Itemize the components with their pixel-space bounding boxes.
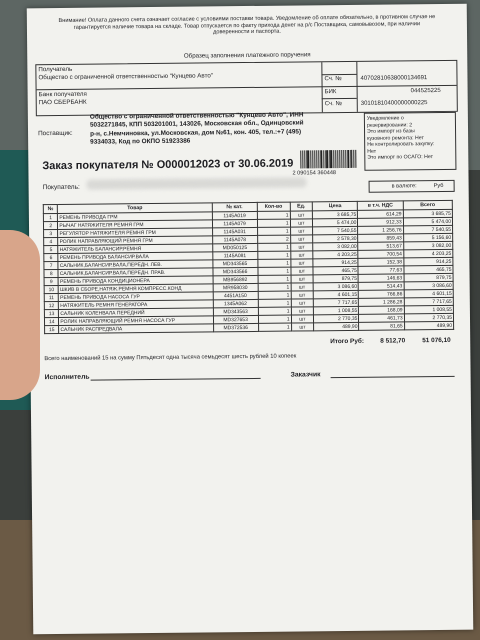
supplier-line: р-н, с.Немчиновка, ул.Московская, дом №61, кон. 405, тел.:+7 (495) <box>90 128 302 138</box>
table-cell: 1 <box>43 214 57 222</box>
table-cell: 766,86 <box>359 290 404 298</box>
table-cell: САЛЬНИК,БАЛАНСИР.ВАЛА,ПЕРЕДН. ПРАВ. <box>58 268 212 278</box>
barcode-graphic <box>300 150 356 173</box>
table-cell: шт <box>291 307 314 315</box>
table-cell: 4 203,25 <box>403 249 452 258</box>
customer-label: Заказчик <box>290 371 321 379</box>
reserve-line: резервировании: 2 <box>366 121 413 129</box>
table-cell: 3 082,00 <box>403 241 452 250</box>
table-cell: 4 601,15 <box>313 290 358 298</box>
table-cell: шт <box>290 227 313 235</box>
table-cell: 2 <box>43 222 57 230</box>
table-cell: 489,90 <box>404 321 453 330</box>
table-cell: 461,73 <box>359 314 404 322</box>
table-cell: РЕМЕНЬ ПРИВОДА КОНДИЦИОНЕРА <box>58 276 212 286</box>
reserve-line: Уведомление о <box>366 115 404 122</box>
table-cell: 1 <box>258 323 291 331</box>
table-cell: шт <box>291 291 314 299</box>
table-cell: РЫЧАГ НАТЯЖИТЕЛЯ РЕМНЯ ГРМ <box>58 220 212 230</box>
table-cell: 7 540,55 <box>403 225 452 234</box>
table-cell: 1 <box>257 227 290 235</box>
bank-form-title: Образец заполнения платежного поручения <box>183 51 311 60</box>
col-header: в т.ч. НДС <box>358 201 403 210</box>
table-cell: 614,29 <box>358 210 403 218</box>
table-cell: шт <box>291 315 314 323</box>
table-cell: шт <box>291 299 314 307</box>
table-cell: 1145A081 <box>212 251 257 259</box>
barcode-bar <box>355 150 356 168</box>
table-cell: 168,09 <box>359 306 404 314</box>
reserve-line: Нет <box>367 148 377 155</box>
corr-account-number: 30101810400000000225 <box>360 100 428 107</box>
table-cell: 8 <box>44 270 58 278</box>
table-cell: 1 <box>257 243 290 251</box>
table-cell: MD343565 <box>212 259 257 267</box>
table-cell: 879,75 <box>313 274 358 282</box>
table-cell: 1 <box>258 299 291 307</box>
barcode-bar <box>353 150 355 168</box>
table-cell: РЕМЕНЬ ПРИВОДА НАСОСА ГУР <box>59 292 213 302</box>
table-cell: 514,43 <box>359 282 404 290</box>
table-cell: шт <box>290 259 313 267</box>
table-cell: 6 <box>44 254 58 262</box>
total-vat: 8 512,70 <box>380 337 406 345</box>
table-cell: 4 203,25 <box>313 250 358 258</box>
table-cell: САЛЬНИК КОЛЕНВАЛА ПЕРЕДНИЙ <box>59 308 213 318</box>
table-cell: 3 086,60 <box>404 281 453 290</box>
bank-details-box <box>35 60 458 116</box>
table-cell: 14 <box>44 318 58 326</box>
recipient-label: Получатель <box>38 65 73 74</box>
bank-label: Банк получателя <box>38 90 87 99</box>
currency-label: в валюте: <box>391 183 417 190</box>
table-cell: САЛЬНИК РАСПРЕДВАЛА <box>59 324 213 334</box>
table-cell: 5 474,00 <box>313 218 358 226</box>
table-cell: 1 286,28 <box>359 298 404 306</box>
supplier-line: Общество с ограниченной ответственностью "Кунцево Авто", ИНН <box>89 111 304 121</box>
table-cell: 13 <box>44 310 58 318</box>
table-cell: 11 <box>44 294 58 302</box>
reservation-box <box>364 112 457 171</box>
table-cell: 7 717,65 <box>404 297 453 306</box>
table-cell: 1145A078 <box>212 235 257 243</box>
sum-in-words: Всего наименований 15 на сумму Пятьдесят одна тысяча семьдесят шесть рублей 10 копеек <box>44 353 297 363</box>
table-cell: 3 685,75 <box>313 210 358 218</box>
table-cell: 7 540,55 <box>313 226 358 234</box>
table-cell: 4451A150 <box>213 291 258 299</box>
table-cell: 1 <box>258 315 291 323</box>
table-cell: 2 <box>257 235 290 243</box>
table-cell: 1 <box>258 251 291 259</box>
invoice-paper <box>27 4 474 635</box>
table-cell: 1145A031 <box>212 227 257 235</box>
table-cell: 1 <box>257 219 290 227</box>
col-header: Кол-во <box>257 202 290 211</box>
table-cell: 9 <box>44 278 58 286</box>
table-cell: НАТЯЖИТЕЛЬ РЕМНЯ ГЕНЕРАТОРА <box>59 300 213 310</box>
table-cell: 3 086,60 <box>313 282 358 290</box>
account-number: 40702810638000134691 <box>360 75 428 82</box>
table-cell: 513,67 <box>358 242 403 250</box>
table-cell: 1 008,55 <box>314 306 359 314</box>
barcode-bar <box>308 150 310 168</box>
customer-signature-line <box>331 376 455 378</box>
table-cell: 1 256,76 <box>358 226 403 234</box>
table-cell: шт <box>290 211 313 219</box>
supplier-details <box>90 111 360 147</box>
table-cell: шт <box>290 219 313 227</box>
items-table <box>43 200 454 334</box>
table-cell: 12 <box>44 302 58 310</box>
table-cell: 4 <box>44 238 58 246</box>
table-cell: MD343563 <box>213 307 258 315</box>
barcode-bar <box>318 150 320 168</box>
table-cell: ШКИВ В СБОРЕ,НАТЯЖ.РЕМНЯ КОМПРЕСС.КОНД <box>59 284 213 294</box>
executor-signature-line <box>91 378 261 381</box>
table-cell: 1145A019 <box>212 211 257 219</box>
recipient-name: Общество с ограниченной ответственностью "Кунцево Авто" <box>38 72 214 82</box>
table-cell: 914,25 <box>403 257 452 266</box>
table-cell: РОЛИК НАПРАВЛЯЮЩИЙ РЕМНЯ НАСОСА ГУР <box>59 316 213 326</box>
bik-label: БИК <box>324 89 337 96</box>
barcode-bar <box>312 150 314 168</box>
table-cell: шт <box>290 235 313 243</box>
table-cell: 5 <box>44 246 58 254</box>
executor-label: Исполнитель <box>44 373 90 382</box>
table-cell: 146,63 <box>358 274 403 282</box>
barcode-bar <box>347 150 349 168</box>
table-cell: шт <box>291 323 314 331</box>
supplier-label: Поставщик: <box>38 129 73 138</box>
col-header: Ед. <box>290 202 313 211</box>
reserve-line: Это импорт из базы <box>367 128 415 135</box>
table-cell: РЕМЕНЬ ПРИВОДА ГРМ <box>58 212 212 222</box>
reserve-line: Это импорт по ОСАГО: Нет <box>367 154 434 161</box>
table-cell: 1345A062 <box>213 299 258 307</box>
bik-number: 044525225 <box>410 87 441 95</box>
reserve-line: кузовного ремонта: Нет <box>367 134 424 142</box>
table-cell: MR958030 <box>213 283 258 291</box>
hand <box>0 230 40 400</box>
table-cell: 3 685,75 <box>403 209 452 218</box>
table-cell: 152,38 <box>358 258 403 266</box>
table-cell: 15 <box>45 326 59 334</box>
barcode-bar <box>337 150 339 168</box>
table-cell: MD372536 <box>213 323 258 331</box>
supplier-line: 9334033, Код по ОКПО 51923386 <box>90 137 191 146</box>
table-cell: РЕГУЛЯТОР НАТЯЖИТЕЛЯ РЕМНЯ ГРМ <box>58 228 212 238</box>
barcode-number: 2 090154 360448 <box>292 170 337 177</box>
table-cell: MD343566 <box>212 267 257 275</box>
col-header: № кат. <box>212 202 257 211</box>
supplier-line: 5032271845, КПП 503201001, 143026, Московская обл., Одинцовский <box>89 119 304 129</box>
table-cell: 1 <box>258 291 291 299</box>
table-cell: шт <box>290 251 313 259</box>
barcode-bar <box>331 150 333 168</box>
table-cell: РЕМЕНЬ ПРИВОДА БАЛАНСИР.ВАЛА <box>58 252 212 262</box>
payment-notice: Внимание! Оплата данного счета означает согласие с условиями поставки товара. Уведомление об оплате обязательно, в противном случае не гарантируется наличие товара на складе. Товар отпускается по факту прихода денег на р/с Поставщика, самовывозом, при наличии доверенности и паспорта. <box>58 14 436 36</box>
table-cell: 3 <box>44 230 58 238</box>
buyer-label: Покупатель: <box>42 183 80 192</box>
table-cell: шт <box>291 283 314 291</box>
table-cell: 2 770,35 <box>314 314 359 322</box>
table-cell: шт <box>291 267 314 275</box>
table-cell: РОЛИК НАПРАВЛЯЮЩИЙ РЕМНЯ ГРМ <box>58 236 212 246</box>
order-title: Заказ покупателя № О000012023 от 30.06.2019 <box>42 157 294 173</box>
reserve-line: Не контролировать закупку: <box>367 141 435 148</box>
barcode-bar <box>320 150 322 168</box>
total-sum: 51 076,10 <box>422 336 451 345</box>
table-cell: 1145A079 <box>212 219 257 227</box>
col-header: Всего <box>403 200 452 210</box>
table-cell: 914,25 <box>313 258 358 266</box>
table-cell: 81,65 <box>359 322 404 330</box>
table-cell: 2 578,30 <box>313 234 358 242</box>
table-cell: 1 <box>257 211 290 219</box>
buyer-name-redacted <box>87 177 307 189</box>
col-header: № <box>43 205 57 214</box>
col-header: Цена <box>312 201 357 210</box>
col-header: Товар <box>58 203 212 214</box>
table-cell: 700,54 <box>358 250 403 258</box>
table-cell: 1 008,55 <box>404 305 453 314</box>
table-cell: 465,75 <box>313 266 358 274</box>
table-cell: НАТЯЖИТЕЛЬ БАЛАНСИР.РЕМНЯ <box>58 244 212 254</box>
table-cell: MD327653 <box>213 315 258 323</box>
currency-value: Руб <box>433 182 444 190</box>
table-cell: 10 <box>44 286 58 294</box>
table-cell: шт <box>291 275 314 283</box>
table-cell: 5 474,00 <box>403 217 452 226</box>
currency-box <box>369 180 455 193</box>
table-cell: MB956892 <box>213 275 258 283</box>
table-cell: 2 770,35 <box>404 313 453 322</box>
table-cell: 1 <box>258 283 291 291</box>
table-cell: 77,63 <box>358 266 403 274</box>
bank-name: ПАО СБЕРБАНК <box>38 98 87 107</box>
table-cell: 1 <box>258 259 291 267</box>
table-cell: 5 156,60 <box>403 233 452 242</box>
table-cell: MD050125 <box>212 243 257 251</box>
total-label: Итого Руб: <box>330 337 364 346</box>
corr-account-label: Сч. № <box>324 101 342 108</box>
table-cell: 7 <box>44 262 58 270</box>
barcode-bar <box>327 150 329 168</box>
barcode-bar <box>302 150 304 168</box>
table-cell: 489,90 <box>314 322 359 330</box>
table-cell: 7 717,65 <box>313 298 358 306</box>
table-cell: САЛЬНИК,БАЛАНСИР.ВАЛА,ПЕРЕДН. ЛЕВ. <box>58 260 212 270</box>
barcode-bar <box>343 150 345 168</box>
table-cell: 1 <box>258 307 291 315</box>
table-cell: шт <box>290 243 313 251</box>
table-cell: 465,75 <box>404 265 453 274</box>
table-cell: 879,75 <box>404 273 453 282</box>
table-cell: 1 <box>258 267 291 275</box>
table-cell: 1 <box>258 275 291 283</box>
table-cell: 912,33 <box>358 218 403 226</box>
table-cell: 859,43 <box>358 234 403 242</box>
table-cell: 3 082,00 <box>313 242 358 250</box>
account-label: Сч. № <box>324 76 342 83</box>
table-cell: 4 601,15 <box>404 289 453 298</box>
